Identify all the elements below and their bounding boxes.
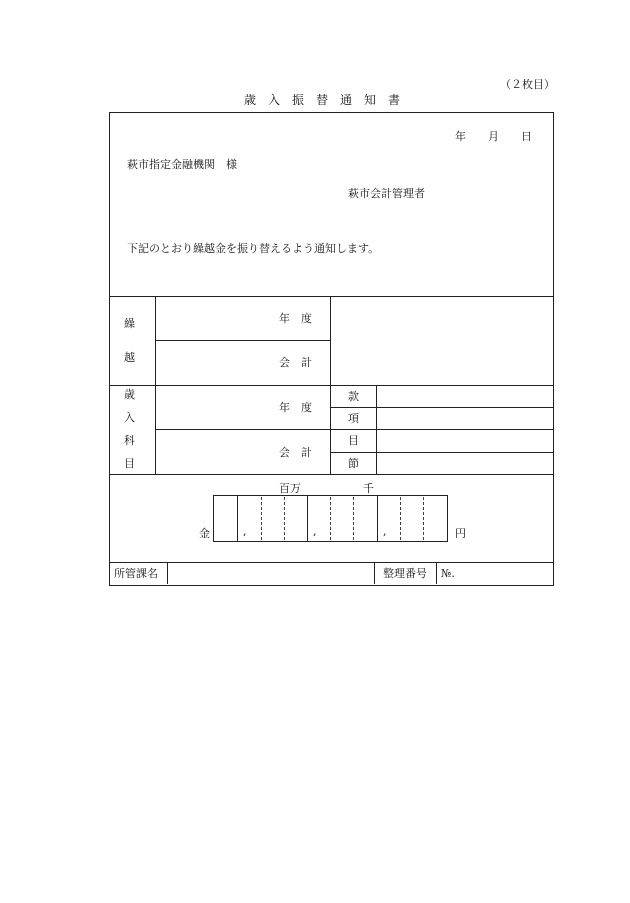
amount-dash-3 [330, 497, 331, 540]
recipient-label: 萩市指定金融機関 様 [127, 158, 237, 171]
footer-dept-border [167, 562, 168, 584]
revenue-row-line-1 [330, 407, 553, 408]
revenue-moku-label: 目 [348, 434, 359, 447]
amount-thousand-label: 千 [363, 482, 374, 495]
amount-kin-label: 金 [199, 527, 210, 540]
revenue-label-2: 入 [124, 411, 135, 424]
amount-dash-1 [261, 497, 262, 540]
date-label: 年 月 日 [455, 130, 532, 143]
revenue-kou-label: 項 [348, 412, 359, 425]
amount-dash-2 [284, 497, 285, 540]
amount-million-divider [307, 496, 308, 541]
footer-ref-border [436, 562, 437, 584]
revenue-label-4: 目 [124, 457, 135, 470]
footer-ref-label: 整理番号 [383, 567, 427, 580]
footer-no-label: №. [441, 567, 455, 580]
carryover-field-border [330, 296, 331, 385]
footer-dept-label: 所管課名 [114, 567, 158, 580]
document-title: 歳 入 振 替 通 知 書 [244, 93, 401, 107]
divider-revenue [110, 474, 553, 475]
amount-separator-2: , [313, 525, 317, 538]
revenue-year-label: 年 度 [279, 401, 312, 414]
revenue-label-1: 歳 [124, 388, 135, 401]
amount-million-label: 百万 [279, 482, 301, 495]
carryover-account-label: 会 計 [279, 356, 312, 369]
revenue-row-line-3 [330, 452, 553, 453]
sender-label: 萩市会計管理者 [348, 187, 425, 200]
revenue-kan-label: 款 [348, 390, 359, 403]
divider-amount [110, 562, 553, 563]
carryover-year-label: 年 度 [279, 312, 312, 325]
amount-separator-1: , [243, 525, 247, 538]
amount-dash-4 [353, 497, 354, 540]
footer-field-border [374, 562, 375, 584]
divider-top [110, 296, 553, 297]
notice-text: 下記のとおり繰越金を振り替えるよう通知します。 [127, 242, 380, 255]
carryover-label-1: 繰 [124, 317, 135, 330]
revenue-label-3: 科 [124, 434, 135, 447]
carryover-label-2: 越 [124, 351, 135, 364]
revenue-account-label: 会 計 [279, 446, 312, 459]
amount-dash-5 [400, 497, 401, 540]
amount-thousand-divider [377, 496, 378, 541]
amount-separator-3: , [383, 525, 387, 538]
revenue-mid-line [155, 429, 553, 430]
page-note: （２枚目） [500, 78, 555, 91]
divider-carryover [110, 385, 553, 386]
amount-en-label: 円 [455, 527, 466, 540]
carryover-mid-line [155, 340, 330, 341]
amount-dash-6 [423, 497, 424, 540]
amount-digit-divider [237, 496, 238, 541]
revenue-setsu-label: 節 [348, 457, 359, 470]
